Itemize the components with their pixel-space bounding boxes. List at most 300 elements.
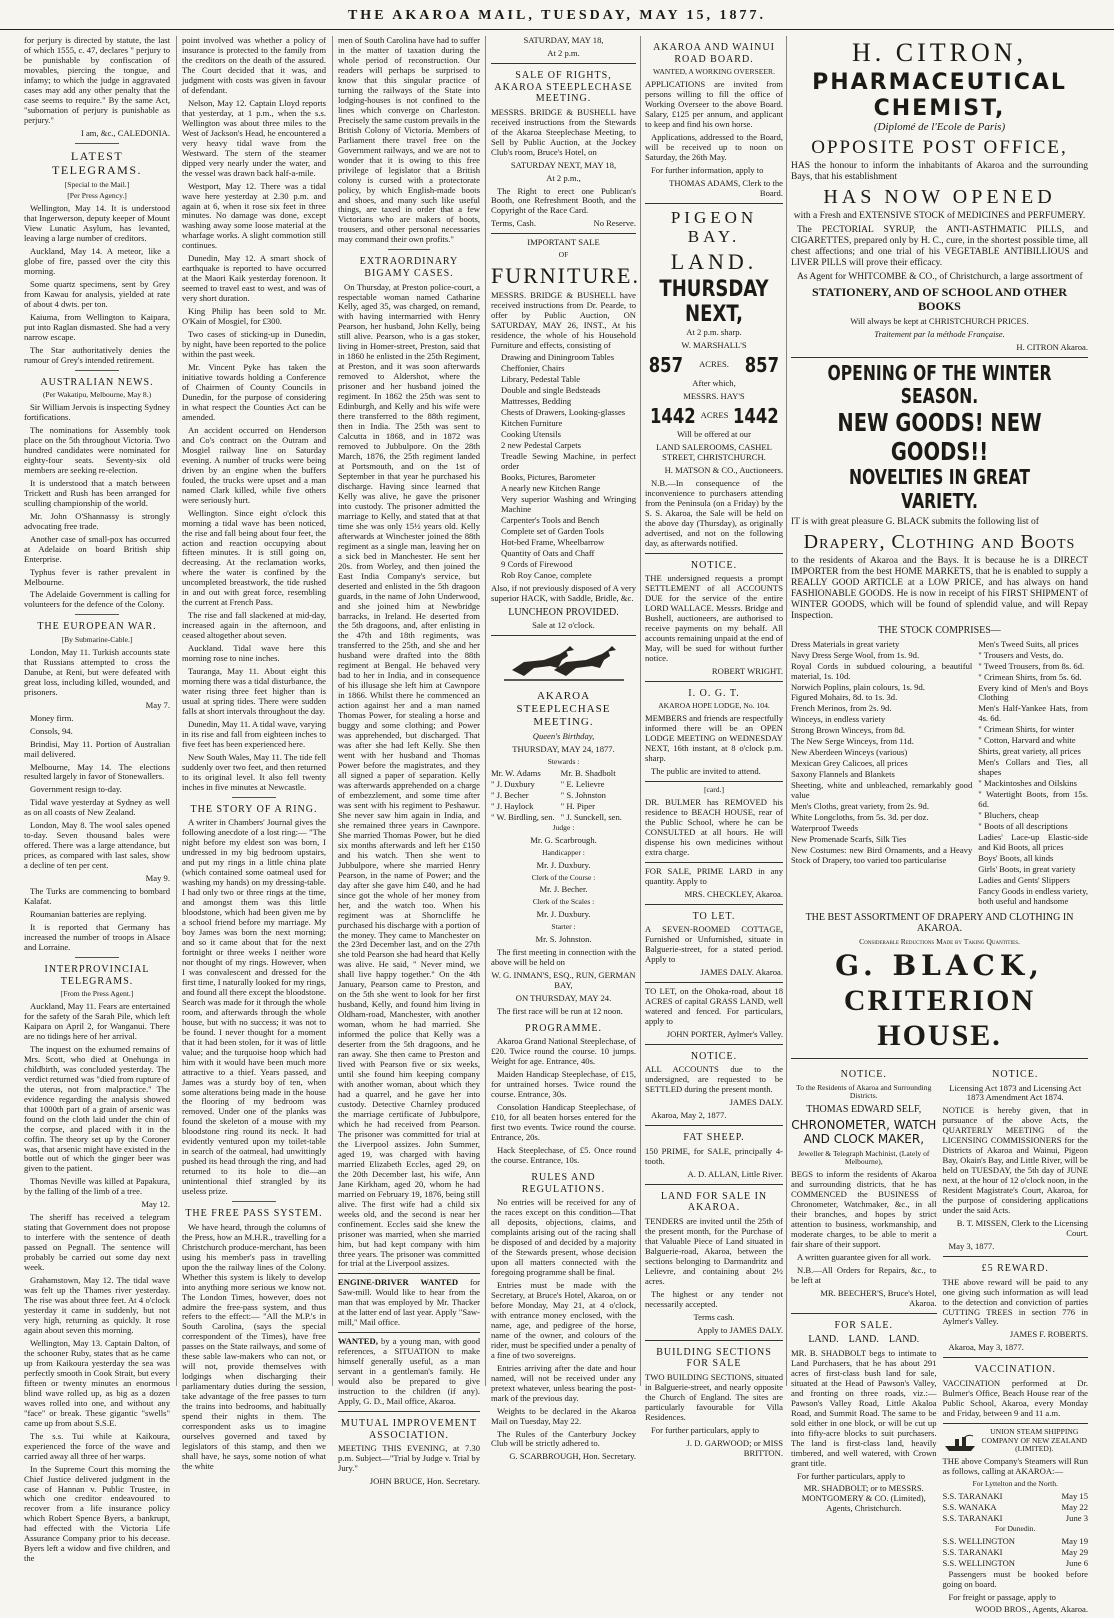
ad-body: NOTICE is hereby given, that in pursuance of the above Acts, the QUARTERLY MEETING of the LICENSING COMMISSIONERS for the Districts of Akaroa and Wainui, Pigeon Bay, Okain's Bay, and Little River, will be held on TUESDAY, the 5th day of JUNE next, at the hour of 12 o'clock noon, in the Resident Magistrate's Court, Akaroa, for the purpose of considering applications under the said Acts. [942,1105,1088,1216]
divider [75,614,119,615]
ship-name: S.S. WELLINGTON [942,1557,1015,1568]
news-item: London, May 11. Turkish accounts state that Russians attempted to cross the Danube, at Reni, but were defeated with great loss, including killed, wounded, and prisoners. [24,646,170,697]
terms-cash: Terms cash. [693,1311,735,1322]
after-which: After which, [692,377,736,388]
ad-body: IT is with great pleasure G. BLACK submits the following list of [791,516,1039,527]
stock-item: Men's Tweed Suits, all prices [978,638,1079,649]
steward: Mr. W. Adams [491,768,541,779]
european-war-heading: THE EUROPEAN WAR. [37,621,157,633]
stock-item: Strong Brown Winceys, from 8d. [791,725,906,736]
divider [791,1313,937,1314]
steward: " H. Piper [560,801,595,812]
divider [645,1340,783,1341]
news-item: Brindisi, May 11. Portion of Australian mail delivered. [24,738,170,759]
hays: MESSRS. HAY'S [683,390,745,401]
interprovincial-heading: INTERPROVINCIAL TELEGRAMS. [44,963,150,987]
building-sections-heading: BUILDING SECTIONS FOR SALE [656,1346,772,1370]
sailings-south [943,1537,1089,1569]
news-item: Auckland, May 11. Fears are entertained for the safety of the Sarah Pile, which left Kaipara on April 2, for Wanganui. There are no tidings here of her arrival. [24,1000,170,1041]
furniture-item: 9 Cords of Firewood [501,558,573,569]
ad-body: The first race will be run at 12 noon. [497,1005,623,1016]
stock-list [791,640,1088,908]
stewards-left [491,769,555,824]
land-heading: LAND. [670,249,758,275]
masthead-title: THE AKAROA MAIL, TUESDAY, MAY 15, 1877. [347,8,767,23]
engine-driver-ad [338,1278,480,1328]
checkley-signature: MRS. CHECKLEY, Akaroa. [684,888,783,899]
divider [491,63,636,64]
stock-item: Saxony Flannels and Blankets [791,769,895,780]
ship-name: S.S. TARANAKI [942,1512,1003,1523]
ad-body: THE above reward will be paid to any one giving such information as will lead to the detection and conviction of parties CUTTING TREES in section 776 in Aylmer's Valley. [942,1276,1088,1327]
drapery-clothing-boots: Drapery, Clothing and Boots [803,530,1076,553]
furniture-item: Complete set of Garden Tools [501,525,604,536]
daly-signature: JAMES DALY. Akaroa. [700,967,783,977]
ship-name: S.S. WANAKA [942,1501,997,1512]
stock-item: Royal Cords in subdued colouring, a beautiful material, 1s. 10d. [791,660,973,681]
sailing-date: May 15 [1061,1490,1088,1501]
stock-item: Mexican Grey Calicoes, all prices [791,758,908,769]
programme-item: Maiden Handicap Steeplechase, of £15, for untrained horses. Twice round the course. Entrance, 30s. [491,1069,636,1100]
news-item: It is understood that a match between Trickett and Rush has been arranged for sculling championship of the world. [24,477,170,508]
steward: " J. Becher [491,790,529,801]
road-board-sub: WANTED, A WORKING OVERSEER. [653,67,775,77]
news-item: London, May 8. The wool sales opened to-day. Seven thousand bales were offered. There was a large attendance, but prices, as compared with last sales, show a decline of ten per cent. [24,820,170,871]
news-item: Tidal wave yesterday at Sydney as well as on all coasts of New Zealand. [24,797,170,818]
stock-item: " Crimean Shirts, for winter [978,724,1075,735]
programme-item: Hack Steeplechase, of £5. Once round the course. Entrance, 10s. [491,1145,636,1166]
self-to: To the Residents of Akaroa and Surrounding Districts. [796,1082,932,1101]
ad-body: Also, if not previously disposed of A very superior HACK, with Saddle, Bridle, &c. [491,582,636,603]
ship-name: S.S. TARANAKI [942,1490,1003,1501]
stock-item: Men's Collars and Ties, all shapes [978,757,1088,778]
telegram: Auckland, May 14. A meteor, like a globe of fire, passed over the city this morning. [24,245,170,276]
article-body: On Thursday, at Preston police-court, a respectable woman named Catharine Kelly, aged 35, was charged, on remand, with having intermarried with Henry Pearson, her husband, John Kelly, being still alive. Pearson, who is a gas stoker, living in Homer-street, Preston, said that in 1860 he enlisted in the 25th Regiment, at Preston, and it was soon afterwards removed to Aldershot, where the prisoner and her husband joined the regiment. In 1862 the 25th was sent to Edinburgh, and Kelly and his wife were there transferred to the 88th regiment, then in India. The 25th was sent to Calcutta in 1868, and in 1872 was removed to Jubbulpore. On the 28th March, 1876, the 25th regiment landed at Portsmouth, and on the 1st of September in that year he purchased his discharge. Having since learned that Kelly was alive, he gave the prisoner into custody. The prisoner admitted the marriage to Kelly, and stated that at that time she was only 15½ years old. Kelly afterwards at Winchester joined the 88th regiment as a single man, leaving her on a sick bed in Manchester. He sent her 20s. from Worley, and then joined the East India Company's service, but deserted and enlisted in the 5th dragoon guards, in the name of John Underwood, and she joined him at Newbridge barracks, in Ireland. He deserted from the 5th dragoons, and, after enlisting in the 47th and 18th regiments, was transferred to the 25th, and she and her husband were drafted into the 88th regiment at Bengal. He behaved very bad to her in India, and in consequence of his illusage she left him at Cawnpore in 1866. Whilst there he commenced an action against her and a man named Thomas Power, for stealing a horse and buggy and some clothing; and Power was apprehended, but discharged. That was after she had left Kelly. She then went with her husband and Thomas Power before the magistrates, and they all signed a paper of separation. Kelly was afterwards apprehended on a charge of embezzlement, and some time after was sent with his regiment to Peshawur. She never saw him again in India, and she remained three years in Cawnpore. She married Thomas Power, but he died six months afterwards and left her £150 and his watch. Then she went to Jubbulpore, where she married Henry Pearson, in the name of Power; and the day after she gave him £40, and he had since got the whole of her money from her, and the watch too. When his regiment was at Shorncliffe he purchased his discharge with a portion of the money. They came to Manchester on the 23rd December last, and on the 27th she told Pearson she had heard that Kelly was alive. He said, " Never mind, we shall live happy together." On the 4th January, Pearson came to Preston, and on the 5th she went to look for her first husband, Kelly, and found him living in Oldham-road, Manchester, with another woman, whom he had married. She informed the police that Kelly was a deserter from the 5th dragoons, and he ran away. She then came to Preston and lived with Pearson five or six weeks, until she found him keeping company with another woman, about which they had a quarrel, and he gave her into custody. Detective Charnley produced the marriage certificate of Jubbulpore, which he had received from Pearson. The prisoner was committed for trial at the Liverpool assizes. John Summer, aged 19, was charged with having married Elizabeth Eccles, aged 29, on the 20th December last, his wife, Ann Jane Kirkham, aged 20, whom he had married on February 19, 1876, being still alive. The first wife had a child six weeks old, and the second is near her confinement. Eccles said she knew the prisoner was married, when she married him, but had kept company with him three years. The prisoner was committed for trial at the Liverpool assizes. [338,281,480,1269]
rules-text: No entries will be received for any of the races except on this condition—That all deposits, objections, claims, and complaints arising out of the racing shall be disposed of and decided by a majority of the Stewards present, whose decision upon all matters connected with the foregoing programme shall be final. [491,1197,636,1277]
news-item: Wellington. Since eight o'clock this morning a tidal wave has been noticed, the rise and fall being about four feet, the action and reaction occupying about fifteen minutes. It is still going on, decreasing. At the reclamation works, where the water is confined by the uncompleted breastwork, the tide rushed in and out with great force, resembling the current at French Pass. [182,507,326,608]
press-agent: [From the Press Agent.] [60,989,134,999]
divider [645,982,783,983]
stock-comprises: THE STOCK COMPRISES— [878,625,1001,637]
ad-body: VACCINATION performed at Dr. Bulmer's Office, Beach House rear of the Public School, Akaroa, every Monday and Friday, between 9 and 11 a.m. [942,1377,1088,1418]
divider [645,862,783,863]
news-item: Tauranga, May 11. About eight this morning there was a tidal disturbance, the water rising three feet higher than is usual at spring tides. There were sudden falls at short intervals throughout the day. [182,666,326,716]
rules-text: Entries must be made with the Secretary, at Bruce's Hotel, Akaroa, on or before Monday, May 21, at 4 o'clock, with entrance money enclosed, with the name, age, and pedigree of the horse, name of the owner, and colours of the rider, must be specified under a penalty of a fine of two sovereigns. [491,1279,636,1360]
ad-heading: ENGINE-DRIVER WANTED [338,1277,459,1288]
column-4 [487,35,640,1462]
furniture-item: Kitchen Furniture [501,418,563,429]
furniture-item: Very superior Washing and Wringing Machine [501,494,636,515]
clerk: Mr. J. Becher. [539,884,588,895]
citron-name: H. CITRON, [851,38,1028,67]
ad-body: The Right to erect one Publican's Booth, one Refreshment Booth, and the Copyright of the Race Card. [491,185,636,216]
divider [338,1332,480,1333]
ad-body: MR. B. SHADBOLT begs to intimate to Land Purchasers, that he has about 291 acres of first-class bush land for sale, situated at the Head of Pawson's Valley, and fronting on three roads, viz.:—Pawson's Valley Road, Little Akaloa Road, and Summit Road. The same to be sold either in one block, or will be cut up into fifty-acre blocks to suit purchasers. The land is first-class land, heavily timbered, and well watered, with Crown grant title. [791,1347,937,1468]
stock-item: Fancy Goods in endless variety, both useful and handsome [978,885,1088,906]
acreage-1442 [645,405,783,428]
traitement: Traitement par la méthode Française. [874,329,1005,340]
sailing-row [943,1537,1089,1547]
wood-signature: WOOD BROS., Agents, Akaroa. [975,1604,1088,1615]
winter-season: OPENING OF THE WINTER SEASON. [827,361,1052,409]
ad-body: The highest or any tender not necessarily accepted. [645,1288,783,1309]
ad-body: HAS the honour to inform the inhabitants of Akaroa and the surrounding Bays, that his establishment [791,160,1088,182]
reward-heading: £5 REWARD. [981,1263,1049,1274]
furniture-item: Mattresses, Bedding [501,396,572,407]
marshall: W. MARSHALL'S [681,339,747,350]
stock-item: " Tweed Trousers, from 8s. 6d. [978,660,1085,671]
land-land-land: LAND. LAND. LAND. [808,1334,920,1346]
wanted-ad [338,1337,480,1407]
ad-body: The PECTORIAL SYRUP, the ANTI-ASTHMATIC PILLS, and CIGARETTES, prepared only by H. C., cure, in the shortest possible time, all chest affections; and one trial of his VEGETABLE ANTIBILLIOUS and LIVER PILLS will prove their efficacy. [791,225,1088,269]
terms: Terms, Cash. [491,218,536,229]
ad-body: with a Fresh and EXTENSIVE STOCK of MEDICINES and PERFUMERY. [793,211,1086,222]
ad-body: THE undersigned requests a prompt SETTLEMENT of all ACCOUNTS DUE for the service of the entire LORD WALLACE. Messrs. Bridge and Bushell, auctioneers, are authorised to receive payments on my behalf. All accounts remaining unpaid at the end of May, will be sued for without further notice. [645,573,783,663]
news-item: Nelson, May 12. Captain Lloyd reports that yesterday, at 1 p.m., when the s.s. Wellington was about three miles to the West of Jackson's Head, he encountered a very heavy tidal wave from the Westward. The stern of the steamer dipped very nearly under the water, and the vessel was drawn back half-a-mile. [182,97,326,178]
divider [232,1201,275,1202]
stock-item: " Crimean Shirts, from 5s. 6d. [978,671,1082,682]
rules-heading: RULES AND REGULATIONS. [521,1172,606,1195]
divider [943,1256,1089,1257]
ad-body: TENDERS are invited until the 25th of the present month, for the Purchase of that Valuable Piece of Land situated in Balguerie-road, Akaroa, between the sections belonging to Darmandritz and Lelievre, and containing about 2½ acres. [645,1215,783,1286]
sailings-north [943,1492,1089,1524]
masthead [0,0,1114,30]
furniture-item: Quantity of Oats and Chaff [501,547,595,558]
furniture-item: Library, Pedestal Table [501,374,581,385]
news-item: The Turks are commencing to bombard Kalafat. [24,886,170,907]
telegram: The Star authoritatively denies the rumour of Grey's intended retirement. [24,344,170,365]
for-lyttelton: For Lyttelton and the North. [972,1479,1058,1489]
fat-sheep-heading: FAT SHEEP. [683,1132,745,1144]
stock-item: Men's Half-Yankee Hats, from 4s. 6d. [978,703,1088,724]
diplome: (Diplomé de l'Ecole de Paris) [873,121,1006,134]
ad-body: Passengers must be booked before going on board. [942,1568,1088,1589]
stock-item: Every kind of Men's and Boys Clothing [978,682,1088,703]
stock-item: New Promenade Scarfs, Silk Ties [791,834,907,845]
news-item: Melbourne, May 14. The elections resulted largely in favor of Stonewallers. [24,761,170,782]
sale-time: At 2 p.m. sharp. [686,326,742,337]
reductions: Considerable Reductions Made by Taking Quantities. [859,937,1020,947]
news-item: The s.s. Tui while at Kaikoura, experienced the force of the wave and carried away all three of her warps. [24,1430,170,1461]
telegram: Wellington, May 14. It is understood that Ingerwerson, deputy keeper of Mount View Lunatic Asylum, has levanted, leaving a large number of creditors. [24,203,170,243]
run-date: ON THURSDAY, MAY 24. [515,992,612,1003]
hope-lodge: AKAROA HOPE LODGE, No. 104. [658,701,770,711]
adams-signature: THOMAS ADAMS, Clerk to the Board. [669,177,783,198]
steamship-icon [943,1434,977,1452]
news-item: King Philip has been sold to Mr. O'Kain of Mosgiel, for £300. [182,306,326,327]
handicapper-label: Handicapper : [542,847,585,857]
furniture-item: Cheffonier, Chairs [501,363,565,374]
land-for-sale-heading: LAND FOR SALE IN AKAROA. [660,1190,768,1214]
sale-of-rights-heading: SALE OF RIGHTS, AKAROA STEEPLECHASE MEETING. [494,69,633,105]
missen-signature: B. T. MISSEN, Clerk to the Licensing Court. [956,1218,1088,1239]
stewards-list [491,769,636,824]
clerk-scales: Mr. J. Duxbury. [536,909,591,920]
for-dunedin: For Dunedin. [995,1523,1036,1533]
ad-body: to the residents of Akaroa and the Bays. It is because he is a DIRECT IMPORTER from the best HOME MARKETS, that he is enabled to supply a REALLY GOOD ARTICLE at a LOW PRICE, and has always on hand FASHIONABLE GOODS. He is now in receipt of his FIRST SHIPMENT of WINTER GOODS, which will be found of splendid value, and will Repay Inspection. [791,555,1088,622]
daly-signature: Apply to JAMES DALY. [697,1324,783,1335]
divider [645,904,783,905]
pharmaceutical-chemist: PHARMACEUTICAL CHEMIST, [812,70,1067,121]
divider [791,1058,1088,1059]
ad-heading: WANTED, [338,1336,378,1347]
australian-news-sub: (Per Wakatipu, Melbourne, May 8.) [42,390,152,400]
citron-signature: H. CITRON Akaroa. [1016,342,1088,353]
stock-item: Ladies' Lace-up Elastic-side and Kid Boots, all prices [978,832,1088,853]
racehorse-icon [504,640,624,684]
clerk-scales-label: Clerk of the Scales : [532,897,595,907]
divider [338,1273,480,1274]
steward: " W. Birdling, sen. [491,812,555,823]
opposite-post-office: OPPOSITE POST OFFICE, [811,136,1068,158]
news-item: Sir William Jervois is inspecting Sydney fortifications. [24,402,170,422]
article-body: A writer in Chambers' Journal gives the following anecdote of a lost ring:— "The night before my eldest son was born, I undressed in my big bedroom upstairs, and put my rings in a little china plate (which contained some oatmeal used for washing my hands) on my dressing-table. I had only two or three rings at the time, and amongst them was this little bloodstone, which had been given me by a school friend before my marriage. My boy James was born the next morning; and so it came about that for the next fortnight or three weeks I neither wore nor thought of my rings. However, when I was convalescent and dressed for the first time, I naturally looked for my rings, and found all there except the bloodstone. Search was made for it through the whole room, and afterwards through the whole house, but with no success; it was not to be found. I never thought for a moment that it had been stolen, for it was of little value; and the turquoise hoop which had him with it would have been much more attractive to a thief. Years passed, and James was a sturdy boy of ten, when some alterations being made in the house the flooring of my bedroom was removed. Under one of the planks was found the skeleton of a mouse with my bloodstone ring round its neck. It had evidently ventured upon my toilet-table in search of the oatmeal, had unwittingly pushed its head through the ring, and had returned to its hole to die—an unintentional thief strangled by its useless prize. [182,817,326,1197]
judge-label: Judge : [552,823,575,833]
divider [943,1423,1089,1424]
divider [645,1044,783,1045]
furniture-list [491,353,636,580]
news-item: Consols, 94. [30,725,73,736]
stock-item: Ladies and Gents' Slippers [978,874,1070,885]
news-item: Grahamstown, May 12. The tidal wave was felt up the Thames river yesterday. The rise was about three feet. At 4 o'clock yesterday it came in suddenly, but not very high, returning as quickly. It rose again about seven this morning. [24,1275,170,1335]
stewards-right [561,769,622,824]
has-now-opened: HAS NOW OPENED [823,186,1056,208]
divider [75,143,119,144]
union-steam-name: UNION STEAM SHIPPING COMPANY OF NEW ZEALAND (LIMITED). [981,1426,1087,1454]
licensing-notice [943,1063,1089,1618]
racehorse-illustration [491,640,636,684]
rules-text: Entries arriving after the date and hour named, will not be received under any pretext whatever, unless bearing the post-mark of the previous day. [491,1362,636,1403]
divider [232,797,275,798]
news-item: Wellington, May 13. Captain Dalton, of the schooner Ruby, states that as he came up from Kaikoura yesterday the sea was perfectly smooth in Cook Strait, but every fifteen or twenty minutes an enormous blind wave rolled up, as big as a dozen waves rolled into one, and without any "face" or break. These gigantic "swells" came up from about S.S.E. [24,1337,170,1428]
ad-body: For further information, apply to [651,164,764,175]
furniture-heading: FURNITURE. [491,263,640,289]
ad-body: The first meeting in connection with the above will be held on [491,946,636,967]
ad-body: by a young man, with good references, a SITUATION to make himself generally useful, as a man servant in a gentleman's family. He would also be prepared to give instruction to the children (if any). Apply, G. D., Mail office, Akaroa. [338,1336,480,1407]
story-of-ring-heading: THE STORY OF A RING. [190,803,318,815]
union-steam-header [943,1428,1089,1457]
licensing-acts: Licensing Act 1873 and Licensing Act 1873 Amendment Act 1874. [949,1082,1082,1103]
telegram: Kaiuma, from Wellington to Kaipara, put into Raglan dismasted. She had a very narrow escape. [24,311,170,342]
self-name: THOMAS EDWARD SELF, [806,1104,922,1116]
notice-heading: NOTICE. [690,559,738,571]
stock-item: The New Serge Winceys, from 11d. [791,736,914,747]
ad-body: TWO BUILDING SECTIONS, situated in Balguerie-street, and nearly opposite the Church of England. The sites are particularly favourable for Villa Residences. [645,1371,783,1422]
g-black-heading: G. BLACK, [835,948,1044,982]
divider [338,1411,480,1412]
for-sale-heading: FOR SALE. [834,1319,893,1331]
ad-body: 150 PRIME, for SALE, principally 4-tooth. [645,1145,783,1166]
sailing-date: June 3 [1065,1512,1088,1523]
furniture-item: Chests of Drawers, Looking-glasses [501,407,626,418]
rules-text: The Rules of the Canterbury Jockey Club will be strictly adhered to. [491,1428,636,1449]
stock-item: " Mackintoshes and Oilskins [978,778,1078,789]
scarbrough-signature: G. SCARBROUGH, Hon. Secretary. [509,1451,636,1462]
press-agency: [Per Press Agency.] [67,191,127,201]
ad-body: for Saw-mill. Would like to hear from the man that was employed by Mr. Thacker at the latter end of last year. Apply "Saw-mill," Mail office. [338,1277,480,1328]
ad-body: Applications, addressed to the Board, will be received up to noon on Saturday, the 26th May. [645,131,783,162]
card-label: [card.] [703,785,725,795]
allan-signature: A. D. ALLAN, Little River. [687,1168,783,1179]
news-item: Mr. Vincent Pyke has taken the initiative towards holding a Conference of Chairmen of County Councils in Dunedin, for the purpose of considering in what respect the Counties Act can be amended. [182,362,326,422]
stock-item: French Merinos, from 2s. 9d. [791,703,892,714]
stock-item: Figured Mohairs, 8d. to 1s. 3d. [791,692,898,703]
news-item: The nominations for Assembly took place on the 5th throughout Victoria. Two hundred candidates were nominated for eighty-four seats. Seventy-six old members are seeking re-election. [24,424,170,475]
news-item: New South Wales, May 11. The tide fell suddenly over two feet, and then returned to its original level. It also fell twenty inches in five minutes at Newcastle. [182,751,326,792]
sale-date: SATURDAY, MAY 18, [523,35,604,45]
ad-body: As Agent for WHITCOMBE & CO., of Christchurch, a large assortment of [797,272,1083,283]
acreage-number: 857 [648,352,683,377]
news-item: Auckland. Tidal wave here this morning rose to nine inches. [182,643,326,664]
sailing-date: May 29 [1061,1546,1088,1557]
divider [645,1184,783,1185]
stock-list-left [791,640,972,908]
column-6 [787,36,1092,1615]
bigamy-heading: EXTRAORDINARY BIGAMY CASES. [359,256,459,279]
sailing-date: May 19 [1061,1535,1088,1546]
dateline: May 9. [145,873,170,884]
furniture-item: Books, Pictures, Barometer [501,472,596,483]
ad-body: The public are invited to attend. [651,766,761,777]
special-to-mail: [Special to the Mail.] [64,179,130,189]
acreage-857 [645,354,783,377]
news-item: Typhus fever is rather prevalent in Melbourne. [24,566,170,587]
nb-text: N.B.—In consequence of the inconvenience to purchasers attending from the Peninsula (on a Friday) by the S. S. Akaroa, the Sale will be held on the above day (Thursday), as originally advertised, and not on the following day, as afterwards notified. [645,477,783,548]
divider [645,681,783,682]
news-item: point involved was whether a policy of insurance is protected to the family from the creditors on the death of the assured. The Court decided that it was, and judgment with costs was given in favour of defendant. [182,35,326,95]
terms-row [491,219,636,229]
notice-date: Akaroa, May 2, 1877. [651,1110,727,1121]
programme-item: Consolation Handicap Steeplechase, of £10, for all beaten horses entered for the first two events. Twice round the course. Entrance, 20s. [491,1102,636,1143]
stock-item: Shirts, great variety, all prices [978,746,1081,757]
sailing-date: June 6 [1065,1557,1088,1568]
news-item: Dunedin, May 12. A smart shock of earthquake is reported to have occurred at the Maori Kaik yesterday forenoon. It seemed to travel east to west, and was of very short duration. [182,253,326,304]
perjury-text: for perjury is directed by statute, the last of which 1555, c. 47, declares " perjury to be punishable by confiscation of movables, piercing the tongue, and infamy; to which the judge in aggravated cases may add any other penalty that the case seems to require." By the same Act, "subornation of perjury is punishable as perjury." [24,35,170,125]
self-trade: CHRONOMETER, WATCH AND CLOCK MAKER, [791,1117,937,1146]
divider [791,357,1088,358]
column-rule [332,36,333,1386]
dateline: May 7. [145,699,170,710]
starter: Mr. S. Johnston. [535,934,592,944]
stock-item: " Cotton, Harvard and white [978,735,1076,746]
acres-label: ACRES [700,410,729,421]
divider [943,1357,1089,1358]
steward: " S. Johnston [560,790,606,801]
stationery: STATIONERY, AND OF SCHOOL AND OTHER BOOKS [812,285,1067,314]
news-item: Westport, May 12. There was a tidal wave here yesterday at 2.30 p.m. and again at 6, when it rose six feet in three minutes. No damage was done, except washing away some loose material at the wharfage works. A slight commotion still continues. [182,180,326,251]
stock-item: " Trousers and Vests, do. [978,649,1064,660]
ad-body: N.B.—All Orders for Repairs, &c., to be left at [791,1264,937,1285]
news-item: Thomas Neville was killed at Papakura, by the falling of the limb of a tree. [24,1176,170,1197]
garwood-signature: J. D. GARWOOD; or MISS BRITTON. [686,1437,783,1458]
steward: " J. Sunckell, sen. [560,812,622,823]
reserve: No Reserve. [593,218,636,229]
of-label: OF [558,250,569,260]
self-notice [791,1063,937,1618]
column-rule [176,36,177,1386]
free-pass-heading: THE FREE PASS SYSTEM. [185,1208,323,1220]
queens-birthday: Queen's Birthday, [532,730,595,741]
steeplechase-heading: AKAROA STEEPLECHASE MEETING. [516,690,611,728]
column-5 [641,36,787,1458]
column-3 [334,35,484,1487]
stock-item: Waterproof Tweeds [791,823,859,834]
ad-body: MEMBERS and friends are respectfully informed there will be an OPEN LODGE MEETING on WEDNESDAY NEXT, 16th instant, at 8 o'clock p.m. sharp. [645,713,783,764]
steward: " J. Duxbury [491,779,535,790]
important-sale: IMPORTANT SALE [527,237,600,248]
ad-body: A written guarantee given for all work. [797,1251,931,1262]
news-item: The inquest on the exhumed remains of Mrs. Scott, who died at Onehunga in childbirth, was concluded yesterday. The verdict returned was "died from rupture of the uterus, not from malpractice." The evidence regarding the analysis showed that 1000th part of a grain of arsenic was found on the cloth laid under the chin of the corpse, and placed with it in the coffin. The theory set up by the Coroner was, that arsenic might have existed in the bottle out of which the ginger beer was given to the patient. [24,1043,170,1174]
matson-signature: H. MATSON & CO., Auctioneers. [664,464,783,475]
news-item: Money firm. [30,712,74,723]
news-item: The Adelaide Government is calling for volunteers for the defence of the Colony. [24,589,170,610]
news-item: An accident occurred on Henderson and Co's contract on the Outram and Mosgiel railway line on Saturday evening. A number of trucks were being driven by an engine when the buffers fouled, the trucks were upset and a man named Clark killed, while five others were seriously hurt. [182,424,326,505]
judge: Mr. G. Scarbrough. [530,834,597,845]
furniture-item: 2 new Pedestal Carpets [501,440,581,451]
ad-body: APPLICATIONS are invited from persons willing to fill the office of Working Overseer to the above Board. Salary, £125 per annum, and applicant to keep and find his own horse. [645,78,783,129]
wright-signature: ROBERT WRIGHT. [711,665,783,676]
sailing-date: May 22 [1061,1501,1088,1512]
news-item: In the Supreme Court this morning the Chief Justice delivered judgment in the case of Hannan v. Public Trustee, in which one creditor endeavoured to recover from a life insurance policy which Robert Spence Byers, a bankrupt, had effected with the Victoria Life Assurance Company prior to his decease. Byers left a widow and five children, and the [24,1463,170,1564]
furniture-item: Treadle Sewing Machine, in perfect order [501,451,636,472]
ad-body: For further particulars, apply to [651,1424,760,1435]
dateline: May 12. [141,1199,170,1210]
starter-label: Starter : [551,922,576,932]
stock-item: New Aberdeen Winceys (various) [791,747,908,758]
sailing-row [943,1548,1089,1558]
stock-item: Girls' Boots, in great variety [978,863,1076,874]
rules-text: Weights to be declared in the Akaroa Mail on Tuesday, May 22. [491,1405,636,1426]
notices-row [791,1063,1088,1618]
news-item: Roumanian batteries are replying. [30,909,147,920]
road-board-heading: AKAROA AND WAINUI ROAD BOARD. [653,42,775,65]
luncheon: LUNCHEON PROVIDED. [508,606,619,618]
stock-item: Boys' Boots, all kinds [978,853,1054,864]
stock-item: " Boots of all descriptions [978,821,1068,832]
ad-body: MESSRS. BRIDGE & BUSHELL have received instructions from Dr. Pearde, to offer by Public Auction, ON SATURDAY, MAY 26, INST., At his residence, the whole of his Household Furniture and effects, consisting of [491,289,636,350]
news-item: The rise and fall slackened at mid-day, increased again in the afternoon, and ceased altogether about seven. [182,610,326,641]
programme-heading: PROGRAMME. [525,1022,602,1034]
divider [75,370,119,371]
divider [645,1125,783,1126]
iogt-heading: I. O. G. T. [688,687,740,699]
telegram: Some quartz specimens, sent by Grey from Kawau for analysis, yielded at rate of about 4 dwts. per ton. [24,278,170,309]
divider [645,781,783,782]
sailing-row [943,1559,1089,1569]
stock-item: White Longcloths, from 5s. 3d. per doz. [791,812,929,823]
furniture-item: Carpenter's Tools and Bench [501,515,600,525]
furniture-item: Double and single Bedsteads [501,385,601,396]
stock-list-right [978,640,1088,908]
news-item: Another case of small-pox has occurred at Adelaide on board British ship Enterprise. [24,533,170,564]
meeting-notice: MEETING THIS EVENING, at 7.30 p.m. Subject—"Trial by Judge v. Trial by Jury." [338,1443,480,1474]
stock-item: Sheeting, white and unbleached, remarkably good value [791,780,973,801]
sale-time: At 2 p.m. [547,47,580,58]
news-item: Two cases of sticking-up in Dunedin, by night, have been reported to the police within the past week. [182,329,326,360]
programme-item: Akaroa Grand National Steeplechase, of £20. Twice round the course. 10 jumps. Weight for age. Entrance, 40s. [491,1036,636,1067]
ad-body: For further particulars, apply to [797,1470,906,1481]
roberts-signature: JAMES F. ROBERTS. [1009,1329,1088,1340]
stock-item: Navy Dress Serge Wool, from 1s. 9d. [791,649,920,660]
stock-item: " Watertight Boots, from 15s. 6d. [978,789,1088,810]
sale-at: Sale at 12 o'clock. [532,620,595,631]
article-body: We have heard, through the columns of the Press, how an M.H.R., travelling for a Christchurch produce-merchant, has been using his member's pass in travelling upon the the railway lines of the Colony. Whether this system is likely to develop into anything more serious we know not. The London Times, however, does not admire the free-pass system, and thus refers to the effect:— "All the M.P.'s in South Carolina, (says the special correspondent of the Times), have free passes on the State railways, and some of these sable law-makers who can not, or will not, provide themselves with lodgings when discharging their parliamentary duties during the session, take advantage of the free passes to turn the trains into bedrooms, and habitually spend their nights in them. The correspondent asks us to imagine ourselves governed and taxed by legislators of this stamp, and then we shall have, he says, some notion of what the white [182,1221,326,1471]
best-assortment: THE BEST ASSORTMENT OF DRAPERY AND CLOTHING IN AKAROA. [805,911,1074,935]
furniture-item: Rob Roy Canoe, complete [501,569,592,580]
furniture-item: A nearly new Kitchen Range [501,483,601,494]
acres-label: ACRES. [699,359,729,370]
notice-heading: NOTICE. [840,1068,887,1080]
